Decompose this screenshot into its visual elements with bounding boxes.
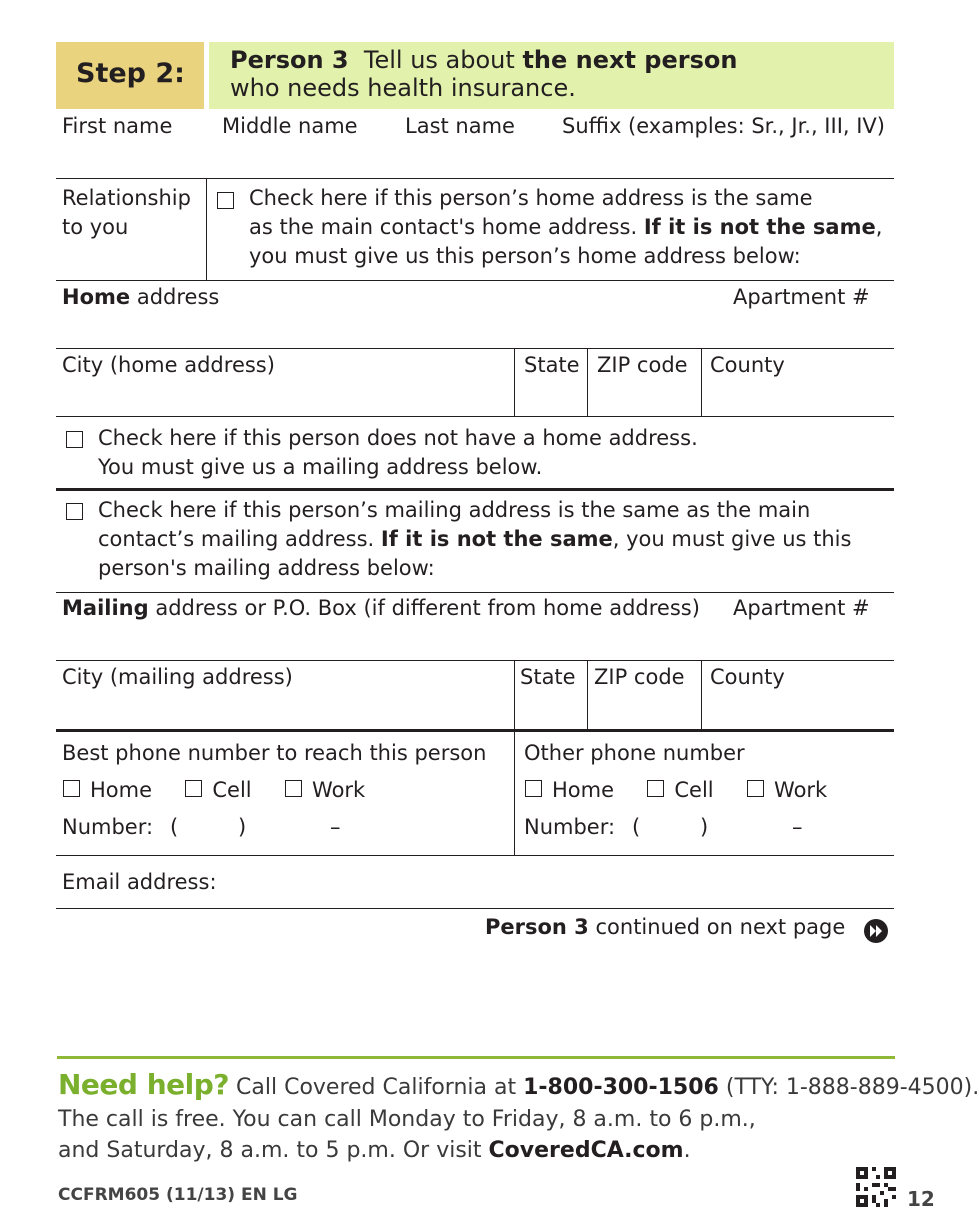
divider bbox=[206, 178, 207, 280]
form-code: CCFRM605 (11/13) EN LG bbox=[58, 1185, 298, 1205]
divider bbox=[56, 729, 894, 732]
divider bbox=[514, 660, 515, 730]
page-number: 12 bbox=[907, 1187, 935, 1211]
divider bbox=[701, 348, 702, 416]
divider bbox=[56, 178, 894, 179]
suffix-label: Suffix (examples: Sr., Jr., III, IV) bbox=[562, 114, 885, 138]
divider bbox=[514, 348, 515, 416]
other-phone-work-checkbox[interactable] bbox=[747, 780, 764, 797]
best-phone-cell-checkbox[interactable] bbox=[185, 780, 202, 797]
other-phone-home-checkbox[interactable] bbox=[525, 780, 542, 797]
divider bbox=[56, 348, 894, 349]
need-help-title: Need help? bbox=[58, 1068, 230, 1101]
other-phone-area-open: ( bbox=[632, 815, 641, 839]
email-input[interactable] bbox=[230, 862, 890, 904]
mailing-county-label: County bbox=[710, 665, 785, 689]
no-home-text: Check here if this person does not have a home address. You must give us a mailing address below. bbox=[98, 426, 698, 479]
next-page-icon bbox=[863, 918, 889, 944]
divider bbox=[56, 660, 894, 661]
mailing-address-label: Mailing address or P.O. Box (if different from home address) bbox=[62, 596, 700, 620]
best-phone-home-checkbox[interactable] bbox=[63, 780, 80, 797]
qr-code-icon bbox=[856, 1167, 896, 1207]
best-phone-number-label: Number: bbox=[62, 815, 154, 839]
divider bbox=[56, 280, 894, 281]
step-label: Step 2: bbox=[76, 58, 185, 89]
first-name-label: First name bbox=[62, 114, 173, 138]
home-address-label: Home address bbox=[62, 285, 220, 309]
help-divider bbox=[57, 1056, 895, 1059]
mailing-apartment-label: Apartment # bbox=[733, 596, 870, 620]
home-apartment-label: Apartment # bbox=[733, 285, 870, 309]
name-input-area[interactable] bbox=[56, 140, 894, 178]
home-city-label: City (home address) bbox=[62, 353, 275, 377]
best-phone-area-open: ( bbox=[170, 815, 179, 839]
mailing-city-label: City (mailing address) bbox=[62, 665, 293, 689]
divider bbox=[56, 592, 894, 593]
best-phone-number-input[interactable] bbox=[180, 815, 500, 843]
best-phone-work-checkbox[interactable] bbox=[285, 780, 302, 797]
help-line-3: and Saturday, 8 a.m. to 5 p.m. Or visit CoveredCA.com. bbox=[58, 1138, 691, 1163]
best-phone-title: Best phone number to reach this person bbox=[62, 741, 487, 765]
no-home-checkbox[interactable] bbox=[66, 431, 83, 448]
other-phone-number-label: Number: bbox=[524, 815, 616, 839]
divider bbox=[56, 908, 894, 909]
relationship-label: Relationship to you bbox=[62, 186, 191, 239]
other-phone-cell-checkbox[interactable] bbox=[647, 780, 664, 797]
divider bbox=[56, 488, 894, 491]
home-state-label: State bbox=[524, 353, 580, 377]
other-phone-options: Home Cell Work bbox=[525, 776, 827, 805]
same-mailing-text: Check here if this person’s mailing address is the same as the main contact’s mailing address. If it is not the same, you must give us this person's mailing address below: bbox=[98, 498, 852, 580]
help-line-1: Need help? Call Covered California at 1-800-300-1506 (TTY: 1-888-889-4500). bbox=[58, 1068, 979, 1101]
other-phone-dash: – bbox=[792, 815, 803, 839]
best-phone-options: Home Cell Work bbox=[63, 776, 365, 805]
same-home-checkbox[interactable] bbox=[217, 192, 234, 209]
other-phone-number-input[interactable] bbox=[640, 815, 885, 843]
continued-text: Person 3 continued on next page bbox=[485, 915, 846, 939]
divider bbox=[587, 348, 588, 416]
divider bbox=[514, 730, 515, 855]
divider bbox=[56, 855, 894, 856]
best-phone-area-close: ) bbox=[238, 815, 247, 839]
mailing-address-input[interactable] bbox=[56, 622, 894, 660]
person-number: Person 3 bbox=[230, 46, 349, 74]
home-zip-label: ZIP code bbox=[597, 353, 688, 377]
email-label: Email address: bbox=[62, 870, 217, 894]
last-name-label: Last name bbox=[405, 114, 515, 138]
person-header-text: Person 3 Tell us about the next person who needs health insurance. bbox=[230, 46, 738, 102]
help-phone: 1-800-300-1506 bbox=[523, 1075, 719, 1100]
help-line-2: The call is free. You can call Monday to Friday, 8 a.m. to 6 p.m., bbox=[58, 1107, 756, 1132]
divider bbox=[701, 660, 702, 730]
mailing-zip-label: ZIP code bbox=[594, 665, 685, 689]
best-phone-dash: – bbox=[330, 815, 341, 839]
same-home-text: Check here if this person’s home address is the same as the main contact's home address. If it is not the same, you must give us this person’s home address below: bbox=[249, 186, 883, 268]
home-county-label: County bbox=[710, 353, 785, 377]
help-website-link[interactable]: CoveredCA.com bbox=[488, 1138, 684, 1163]
other-phone-area-close: ) bbox=[700, 815, 709, 839]
mailing-state-label: State bbox=[520, 665, 576, 689]
middle-name-label: Middle name bbox=[222, 114, 358, 138]
divider bbox=[587, 660, 588, 730]
same-mailing-checkbox[interactable] bbox=[66, 503, 83, 520]
home-address-input[interactable] bbox=[56, 311, 894, 348]
other-phone-title: Other phone number bbox=[524, 741, 745, 765]
divider bbox=[56, 416, 894, 417]
